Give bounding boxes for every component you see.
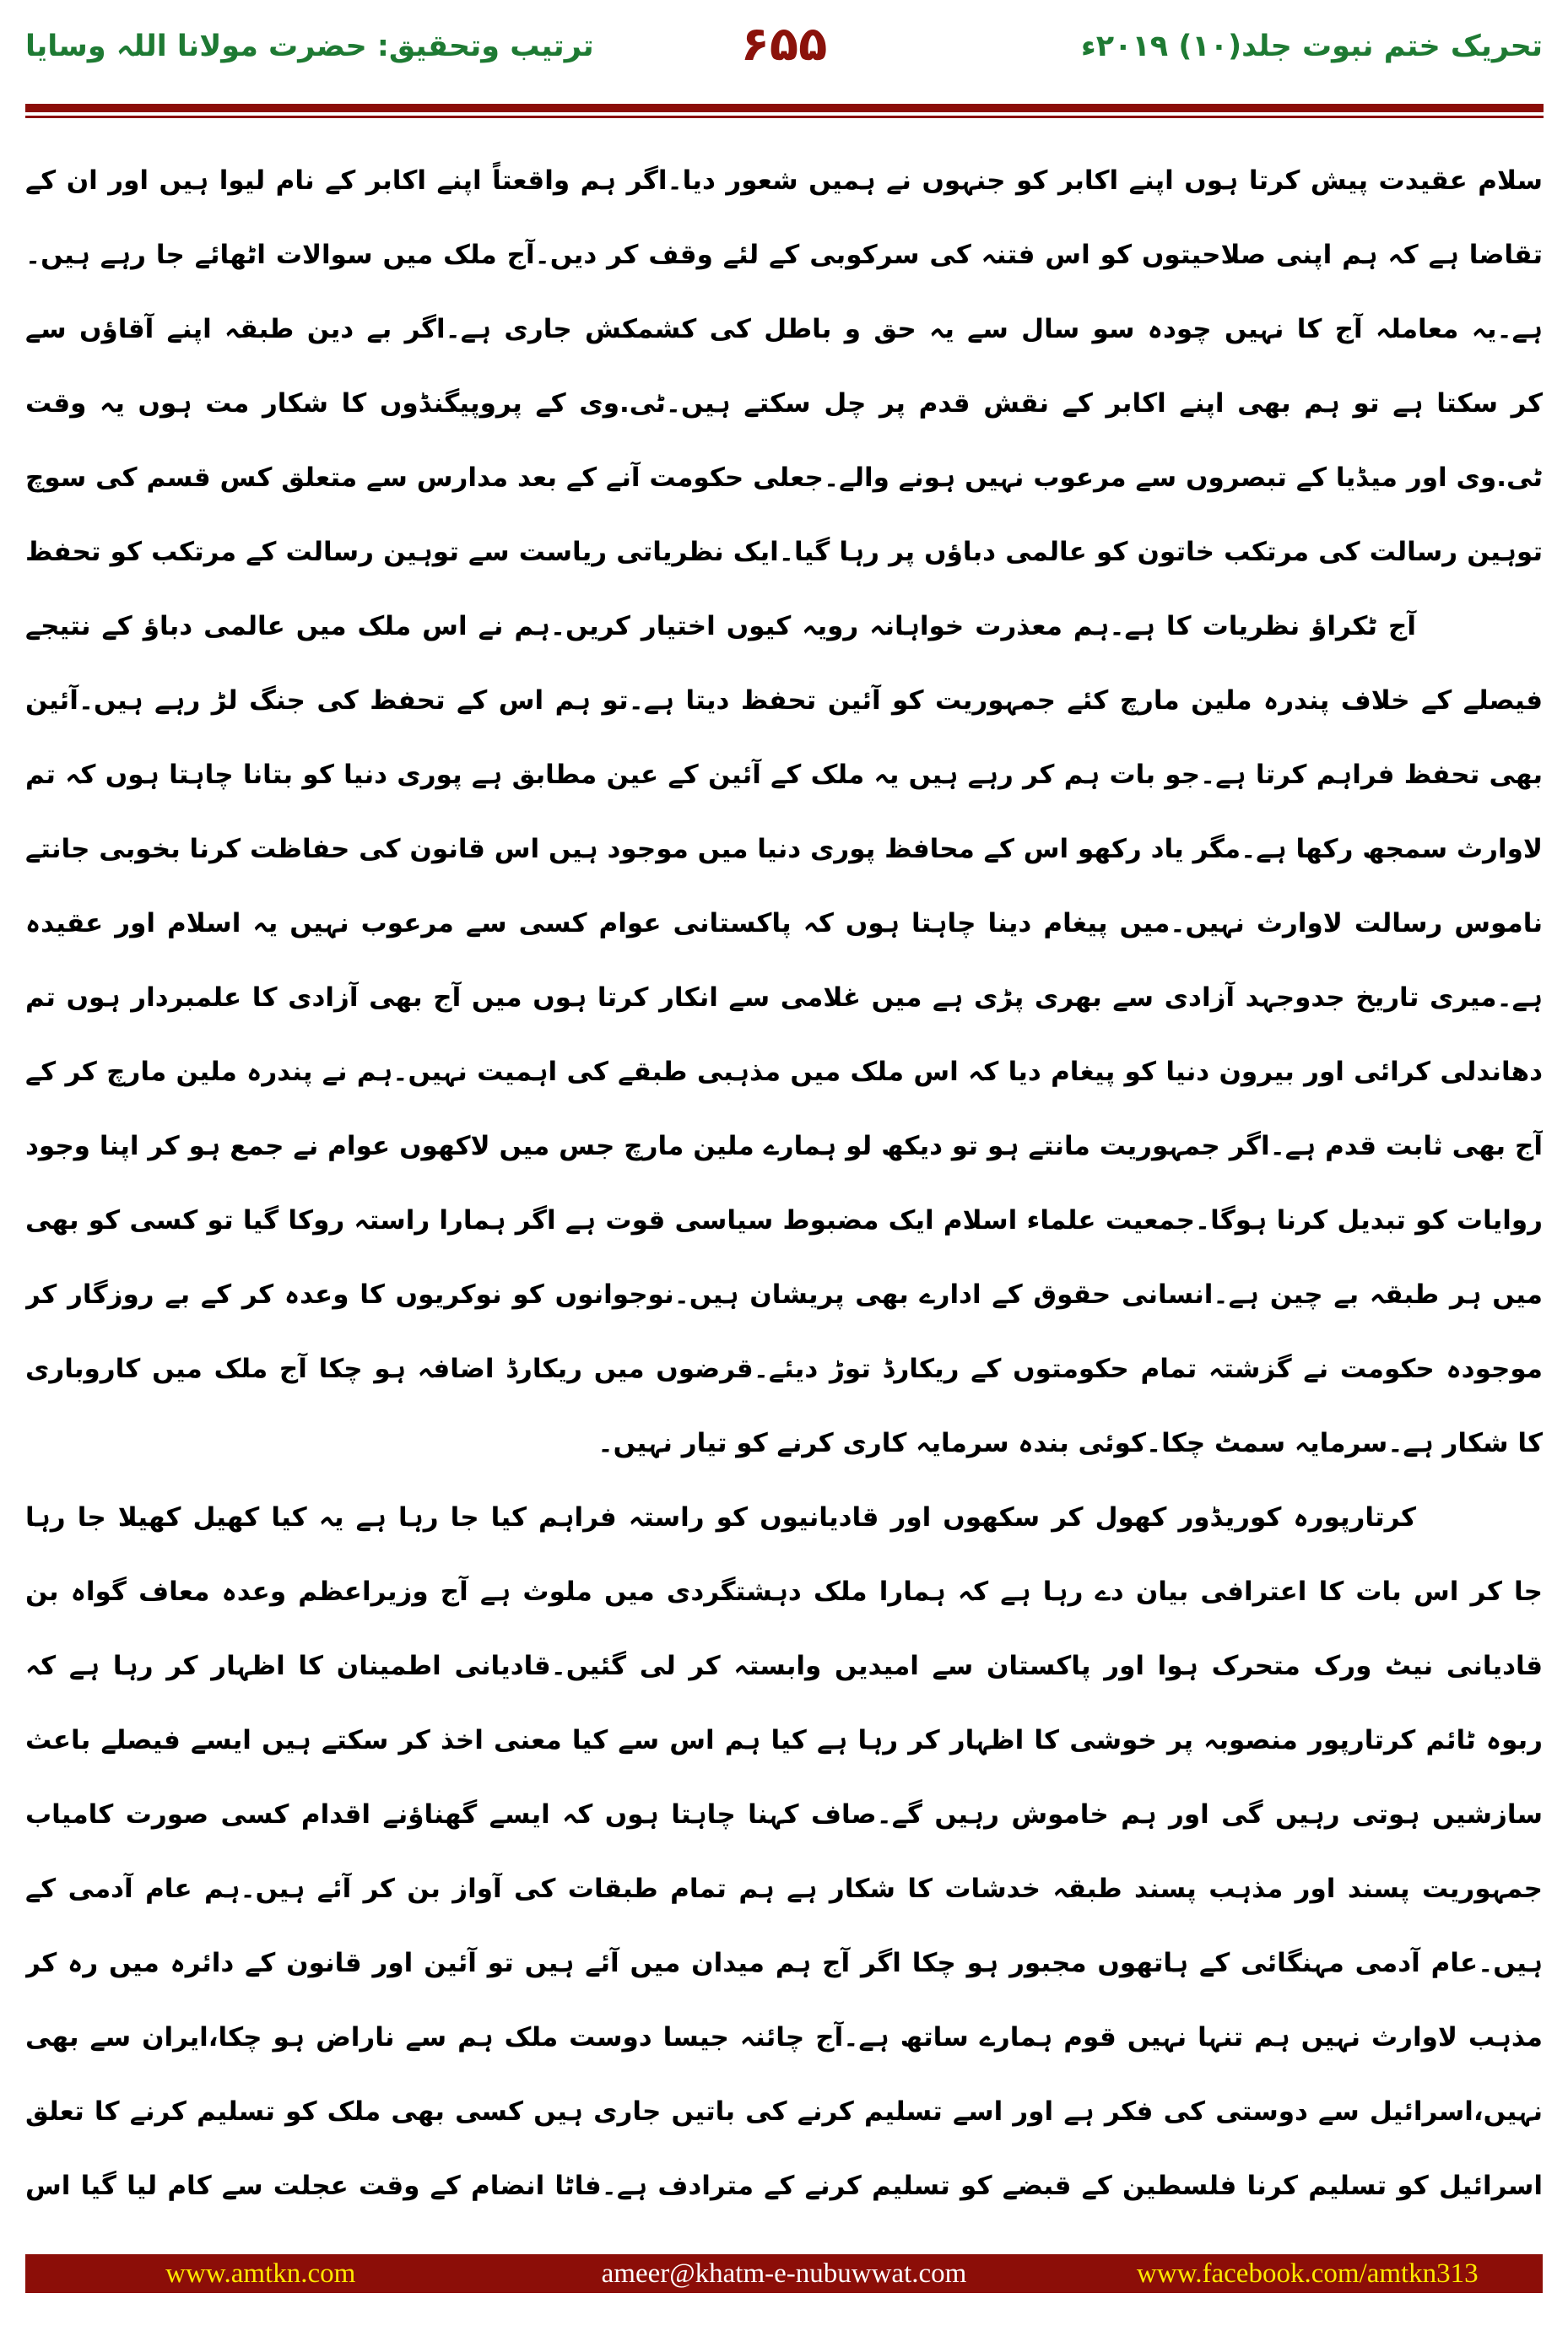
body-line: مذہب لاوارث نہیں ہم تنہا نہیں قوم ہمارے ساتھ ہے۔آج چائنہ جیسا دوست ملک ہم سے ناراض ہو چکا،ایران سے بھی xyxy=(25,2022,1543,2053)
body-line: ہیں۔عام آدمی مہنگائی کے ہاتھوں مجبور ہو چکا اگر آج ہم میدان میں آئے ہیں تو آئین اور قانون کے دائرہ میں رہ کر xyxy=(25,1948,1543,1978)
body-line: ربوہ ٹائم کرتارپور منصوبہ پر خوشی کا اظہار کر رہا ہے کیا ہم اس سے کیا معنی اخذ کر سکتے ہیں ایسے فیصلے باعث xyxy=(25,1725,1543,1755)
header-editor-credit: ترتیب وتحقیق: حضرت مولانا اللہ وسایا xyxy=(25,30,594,63)
body-line: لاوارث سمجھ رکھا ہے۔مگر یاد رکھو اس کے محافظ پوری دنیا میں موجود ہیں اس قانون کی حفاظت کرنا بخوبی جانتے xyxy=(25,834,1543,864)
footer-facebook-url: www.facebook.com/amtkn313 xyxy=(1136,2258,1479,2289)
body-line: سلام عقیدت پیش کرتا ہوں اپنے اکابر کو جنہوں نے ہمیں شعور دیا۔اگر ہم واقعتاً اپنے اکابر کے نام لیوا ہیں اور ان کے xyxy=(25,165,1543,196)
body-text-column xyxy=(25,143,1543,2223)
page-number: ۶۵۵ xyxy=(740,17,828,72)
body-line: دھاندلی کرائی اور بیرون دنیا کو پیغام دیا کہ اس ملک میں مذہبی طبقے کی اہمیت نہیں۔ہم نے پندرہ ملین مارچ کر کے xyxy=(25,1057,1543,1087)
body-line: قادیانی نیٹ ورک متحرک ہوا اور پاکستان سے امیدیں وابستہ کر لی گئیں۔قادیانی اطمینان کا اظہار کر رہا ہے کہ xyxy=(25,1651,1543,1681)
body-line: جا کر اس بات کا اعترافی بیان دے رہا ہے کہ ہمارا ملک دہشتگردی میں ملوث ہے آج وزیراعظم وعدہ معاف گواہ بن xyxy=(25,1577,1543,1607)
body-line: کر سکتا ہے تو ہم بھی اپنے اکابر کے نقش قدم پر چل سکتے ہیں۔ٹی.وی کے پروپیگنڈوں کا شکار مت ہوں یہ وقت xyxy=(25,388,1543,419)
body-line: فیصلے کے خلاف پندرہ ملین مارچ کئے جمہوریت کو آئین تحفظ دیتا ہے۔تو ہم اس کے تحفظ کی جنگ لڑ رہے ہیں۔آئین xyxy=(25,685,1543,716)
body-line: میں ہر طبقہ بے چین ہے۔انسانی حقوق کے ادارے بھی پریشان ہیں۔نوجوانوں کو نوکریوں کا وعدہ کر کے بے روزگار کر xyxy=(25,1279,1543,1310)
body-line: بھی تحفظ فراہم کرتا ہے۔جو بات ہم کر رہے ہیں یہ ملک کے آئین کے عین مطابق ہے پوری دنیا کو بتانا چاہتا ہوں کہ تم xyxy=(25,760,1543,790)
body-line: تقاضا ہے کہ ہم اپنی صلاحیتوں کو اس فتنہ کی سرکوبی کے لئے وقف کر دیں۔آج ملک میں سوالات اٹھائے جا رہے ہیں۔ xyxy=(25,240,1543,270)
body-line: آج بھی ثابت قدم ہے۔اگر جمہوریت مانتے ہو تو دیکھ لو ہمارے ملین مارچ جس میں لاکھوں عوام نے جمع ہو کر اپنا وجود xyxy=(25,1131,1543,1161)
footer-bar xyxy=(25,2254,1543,2293)
header-volume-title: تحریک ختم نبوت جلد(۱۰) ۲۰۱۹ء xyxy=(1080,30,1543,63)
footer-email-address: ameer@khatm-e-nubuwwat.com xyxy=(601,2258,967,2289)
footer-website-url: www.amtkn.com xyxy=(165,2258,356,2289)
body-line: ہے۔یہ معاملہ آج کا نہیں چودہ سو سال سے یہ حق و باطل کی کشمکش جاری ہے۔اگر بے دین طبقہ اپنے آقاؤں سے xyxy=(25,314,1543,344)
body-line: موجودہ حکومت نے گزشتہ تمام حکومتوں کے ریکارڈ توڑ دیئے۔قرضوں میں ریکارڈ اضافہ ہو چکا آج ملک میں کاروباری xyxy=(25,1354,1543,1384)
body-line: ٹی.وی اور میڈیا کے تبصروں سے مرعوب نہیں ہونے والے۔جعلی حکومت آنے کے بعد مدارس سے متعلق کس قسم کی سوچ xyxy=(25,462,1543,493)
body-line: جمہوریت پسند اور مذہب پسند طبقہ خدشات کا شکار ہے ہم تمام طبقات کی آواز بن کر آئے ہیں۔ہم عام آدمی کے xyxy=(25,1874,1543,1904)
body-line: ہے۔میری تاریخ جدوجہد آزادی سے بھری پڑی ہے میں غلامی سے انکار کرتا ہوں میں آج بھی آزادی کا علمبردار ہوں تم xyxy=(25,982,1543,1013)
body-line: روایات کو تبدیل کرنا ہوگا۔جمعیت علماء اسلام ایک مضبوط سیاسی قوت ہے اگر ہمارا راستہ روکا گیا تو کسی کو بھی xyxy=(25,1205,1543,1236)
body-line-paragraph-start: آج ٹکراؤ نظریات کا ہے۔ہم معذرت خواہانہ رویہ کیوں اختیار کریں۔ہم نے اس ملک میں عالمی دباؤ کے نتیجے xyxy=(25,611,1416,641)
page-header xyxy=(25,10,1543,83)
body-line-paragraph-end: کا شکار ہے۔سرمایہ سمٹ چکا۔کوئی بندہ سرمایہ کاری کرنے کو تیار نہیں۔ xyxy=(597,1428,1543,1458)
body-line: اسرائیل کو تسلیم کرنا فلسطین کے قبضے کو تسلیم کرنے کے مترادف ہے۔فاٹا انضام کے وقت عجلت سے کام لیا گیا اس xyxy=(25,2171,1543,2201)
body-line: سازشیں ہوتی رہیں گی اور ہم خاموش رہیں گے۔صاف کہنا چاہتا ہوں کہ ایسے گھناؤنے اقدام کسی صورت کامیاب xyxy=(25,1799,1543,1830)
header-rule-thin xyxy=(25,116,1544,118)
header-rule-thick xyxy=(25,104,1544,112)
body-line: ناموس رسالت لاوارث نہیں۔میں پیغام دینا چاہتا ہوں کہ پاکستانی عوام کسی سے مرعوب نہیں یہ اسلام اور عقیدہ xyxy=(25,908,1543,938)
body-line-paragraph-start: کرتارپورہ کوریڈور کھول کر سکھوں اور قادیانیوں کو راستہ فراہم کیا جا رہا ہے یہ کیا کھیل کھیلا جا رہا xyxy=(25,1502,1416,1533)
body-line: نہیں،اسرائیل سے دوستی کی فکر ہے اور اسے تسلیم کرنے کی باتیں جاری ہیں کسی بھی ملک کو تسلیم کرنے کا تعلق xyxy=(25,2096,1543,2127)
body-line: توہین رسالت کی مرتکب خاتون کو عالمی دباؤں پر رہا گیا۔ایک نظریاتی ریاست سے توہین رسالت کے مرتکب کو تحفظ xyxy=(25,537,1543,567)
